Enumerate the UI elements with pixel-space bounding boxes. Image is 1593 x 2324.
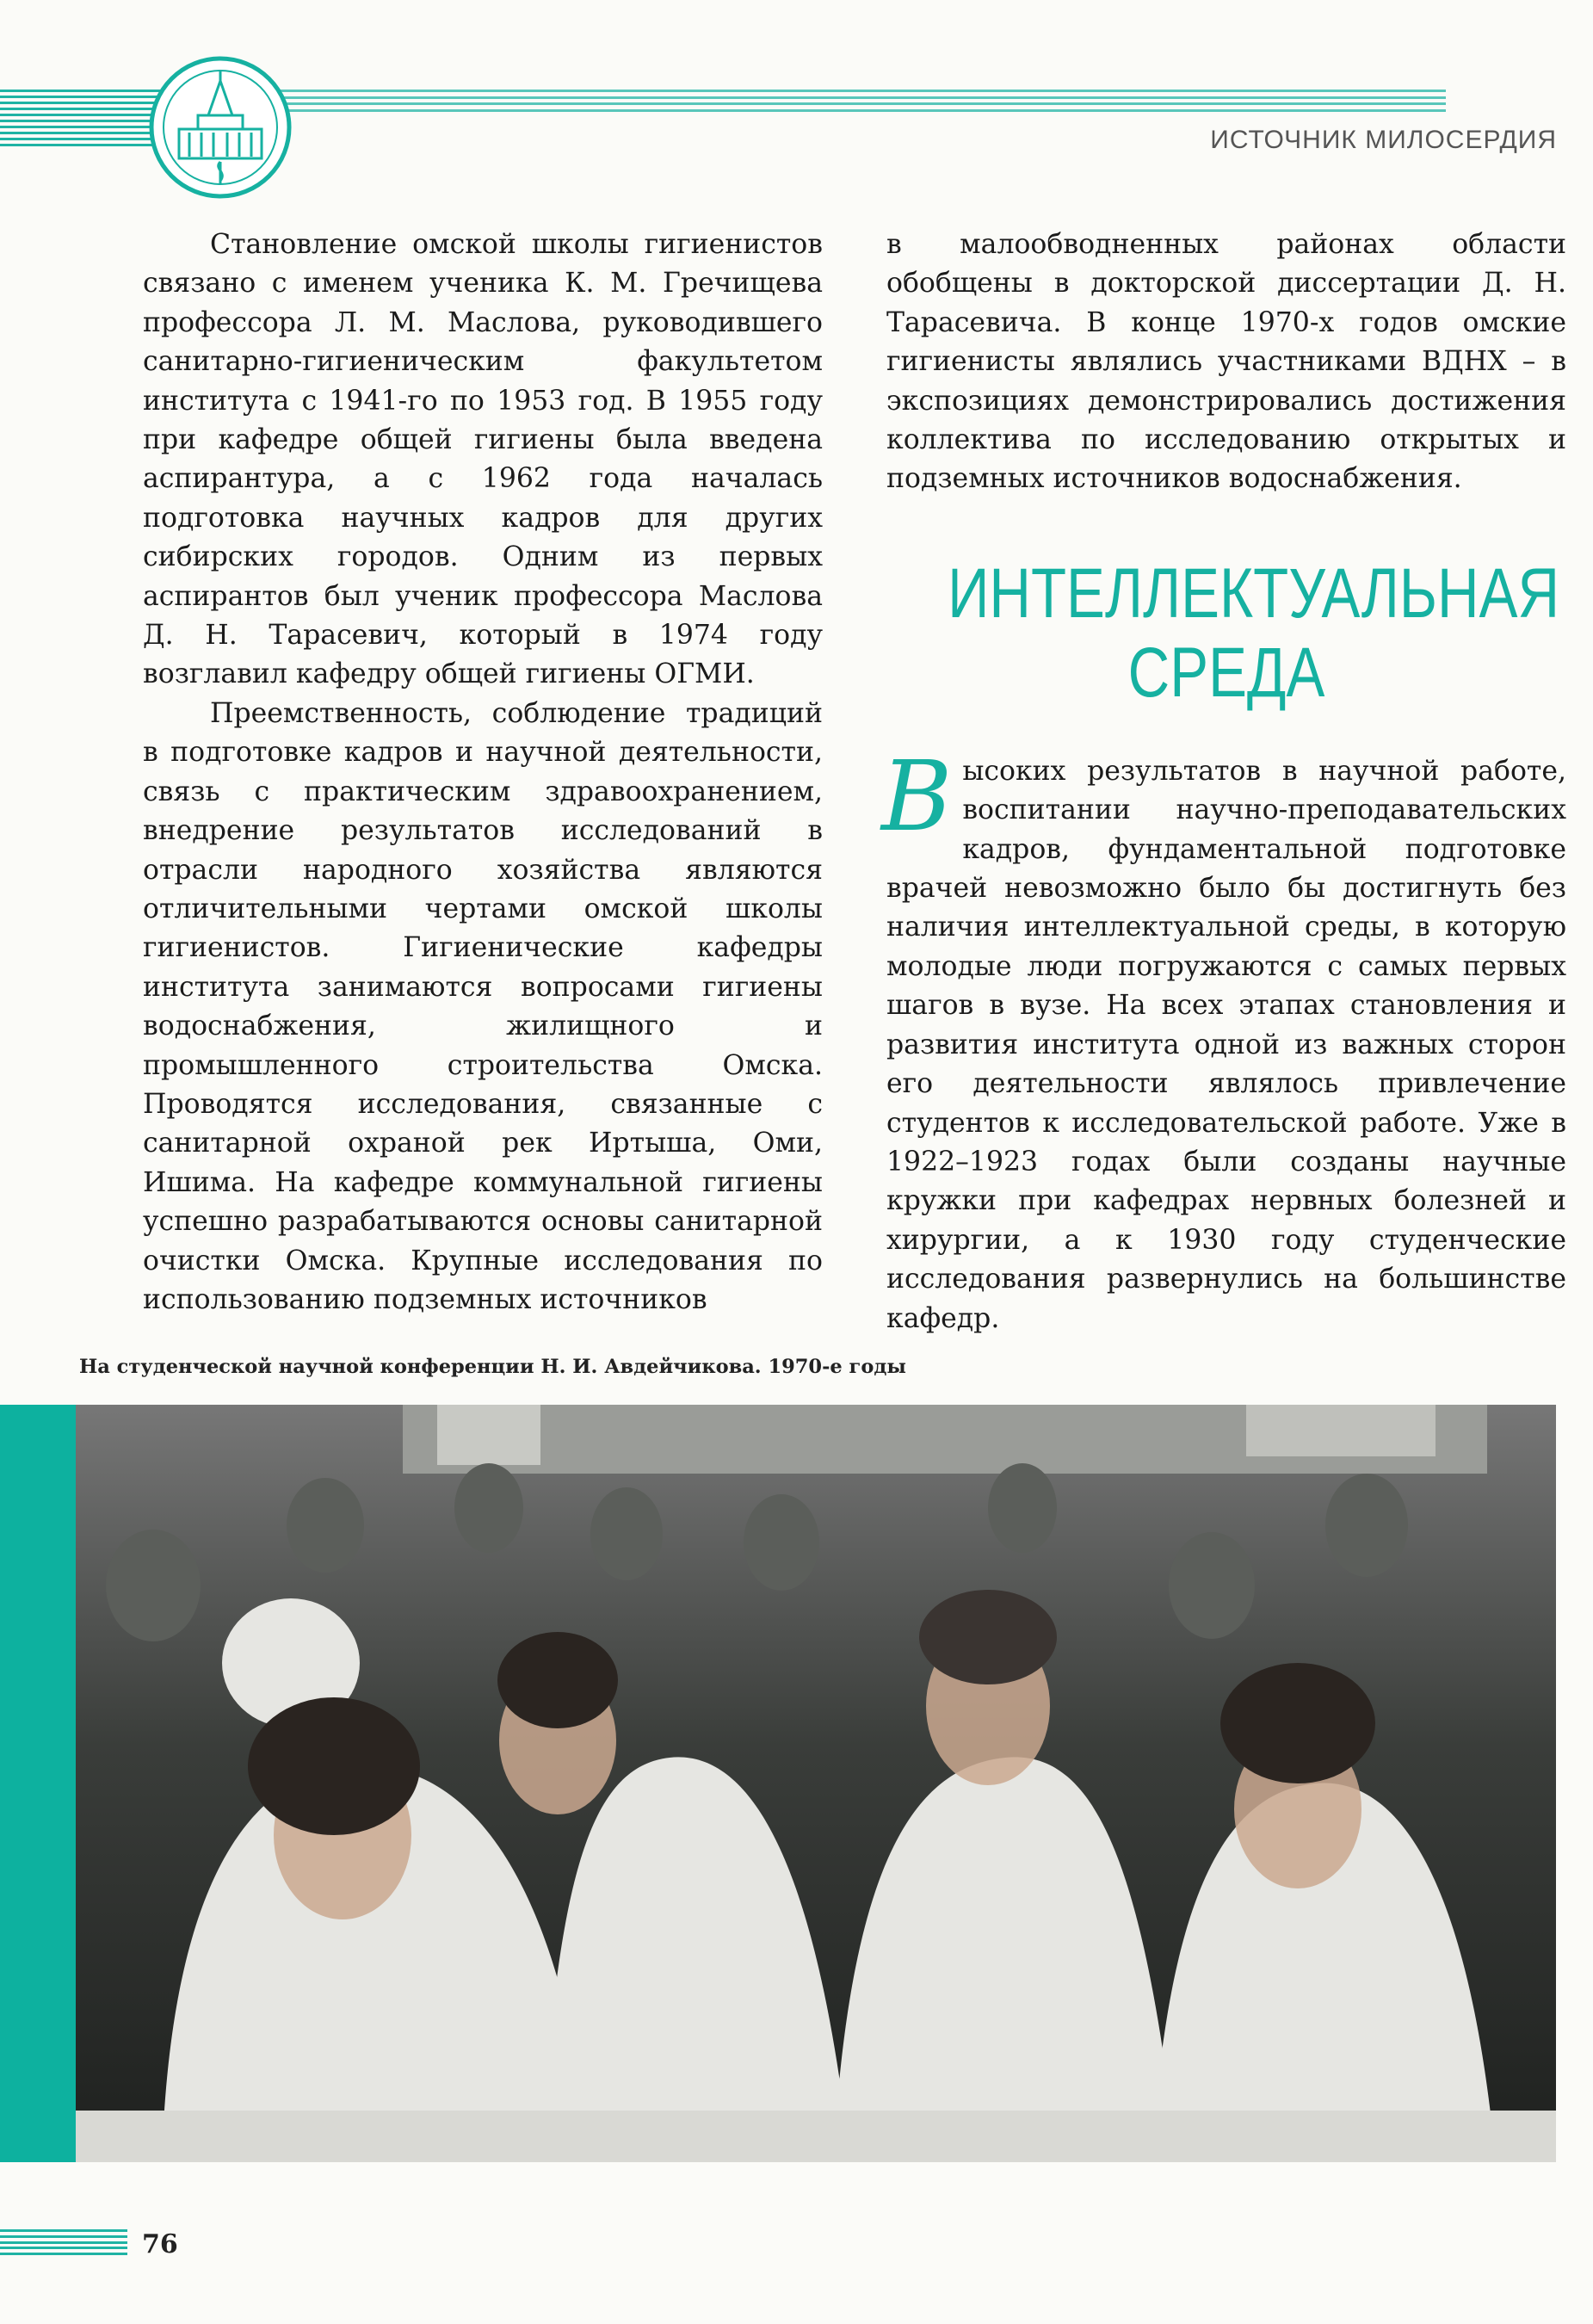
- left-text-column: [143, 226, 823, 1320]
- paragraph-hygienists-school: Становление омской школы гигиенистов связано с именем ученика К. М. Гречищева профессора Л. М. Маслова, руководившего санитарно-гигиеническим факультетом института с 1941-го по 1953 год. В 1955 году при кафедре общей гигиены была введена аспирантура, а с 1962 года началась подготовка научных кадров для других сибирских городов. Одним из первых аспирантов был ученик профессора Маслова Д. Н. Тарасевич, который в 1974 году возглавил кафедру общей гигиены ОГМИ.: [143, 229, 823, 690]
- header-rule-left: [0, 90, 172, 146]
- header-rule-right: [275, 90, 1446, 112]
- running-head: ИСТОЧНИК МИЛОСЕРДИЯ: [1210, 126, 1557, 154]
- right-text-column: [881, 226, 1566, 1338]
- paragraph-continuation: в малообводненных районах области обобщены в докторской диссертации Д. Н. Тарасевича. В конце 1970-х годов омские гигиенисты являлись участниками ВДНХ – в экспозициях демонстрировались достижения коллектива по исследованию открытых и подземных источников водоснабжения.: [886, 229, 1566, 495]
- paragraph-intellectual-environment: [881, 740, 1566, 1338]
- paragraph-continuity: Преемственность, соблюдение традиций в подготовке кадров и научной деятельности, связь с практическим здравоохранением, внедрение результатов исследований в отрасли народного хозяйства являются отличительными чертами омской школы гигиенистов. Гигиенические кафедры института занимаются вопросами гигиены водоснабжения, жилищного и промышленного строительства Омска. Проводятся исследования, связанные с санитарной охраной рек Иртыша, Оми, Ишима. На кафедре коммунальной гигиены успешно разрабатываются основы санитарной очистки Омска. Крупные исследования по использованию подземных источников: [143, 697, 823, 1315]
- footer-rule: [0, 2229, 127, 2255]
- page-number: 76: [142, 2229, 178, 2259]
- conference-photo: [76, 1405, 1556, 2162]
- university-emblem: [148, 55, 293, 200]
- section-heading-line-2: СРЕДА: [1127, 633, 1325, 712]
- section-heading-line-1: ИНТЕЛЛЕКТУАЛЬНАЯ: [948, 553, 1560, 633]
- drop-cap: В: [881, 740, 953, 853]
- section-heading: [948, 553, 1560, 713]
- photo-caption: На студенческой научной конференции Н. И. Авдейчикова. 1970-е годы: [79, 1356, 906, 1378]
- paragraph-intellectual-environment-text: ысоких результатов в научной работе, воспитании научно-преподавательских кадров, фундаментальной подготовке врачей невозможно было бы достигнуть без наличия интеллектуальной среды, в которую молодые люди погружаются с самых первых шагов в вузе. На всех этапах становления и развития института одной из важных сторон его деятельности являлось привлечение студентов к исследовательской работе. Уже в 1922–1923 годах были созданы научные кружки при кафедрах нервных болезней и хирургии, а к 1930 году студенческие исследования развернулись на большинстве кафедр.: [886, 755, 1566, 1334]
- photo-accent-bar: [0, 1405, 76, 2162]
